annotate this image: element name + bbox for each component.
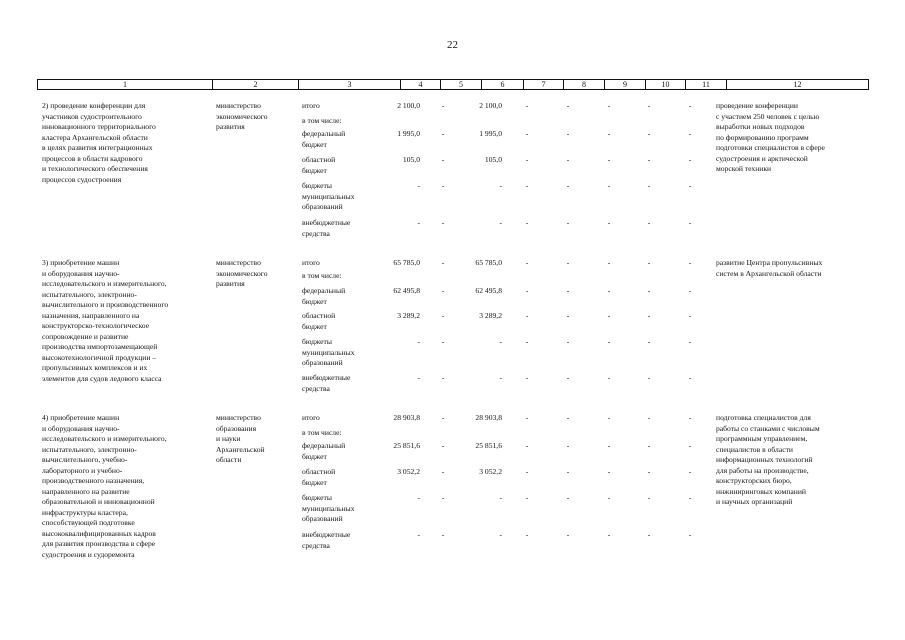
value-col-6: - [499,530,502,539]
header-col-8: 8 [563,80,604,89]
value-col-4: 3 289,2 [397,311,420,320]
value-col-4: 3 052,2 [397,467,420,476]
value-col-11: - [688,286,692,295]
value-col-4: - [417,530,420,539]
funding-source: в том числе: [302,116,342,125]
value-col-7: - [525,258,529,267]
value-col-8: - [566,441,570,450]
value-col-10: - [647,101,651,110]
funding-source: внебюджетные средства [302,218,351,238]
funding-source: бюджеты муниципальных образований [302,337,355,367]
funding-source: внебюджетные средства [302,530,351,550]
value-col-7: - [525,218,529,227]
value-col-9: - [607,286,611,295]
value-col-4: - [417,218,420,227]
value-col-9: - [607,373,611,382]
value-col-10: - [647,493,651,502]
value-col-6: - [499,337,502,346]
value-col-10: - [647,373,651,382]
column-number-header [37,79,869,90]
value-col-6: - [499,373,502,382]
value-col-8: - [566,373,570,382]
measure-executor: министерство образования и науки Архангельской области [216,413,265,464]
value-col-4: - [417,373,420,382]
value-col-9: - [607,155,611,164]
value-col-6: 28 903,8 [475,413,502,422]
value-col-8: - [566,311,570,320]
funding-source: итого [302,413,320,422]
page-number: 22 [447,39,458,51]
value-col-9: - [607,181,611,190]
value-col-6: 3 289,2 [479,311,502,320]
value-col-11: - [688,155,692,164]
value-col-10: - [647,413,651,422]
value-col-7: - [525,467,529,476]
value-col-10: - [647,441,651,450]
value-col-9: - [607,337,611,346]
value-col-9: - [607,218,611,227]
value-col-5: - [441,129,445,138]
value-col-7: - [525,413,529,422]
value-col-8: - [566,181,570,190]
value-col-8: - [566,101,570,110]
value-col-10: - [647,155,651,164]
value-col-7: - [525,286,529,295]
header-col-12: 12 [726,80,868,89]
header-col-7: 7 [523,80,563,89]
value-col-9: - [607,129,611,138]
value-col-9: - [607,493,611,502]
value-col-6: 62 495,8 [475,286,502,295]
value-col-9: - [607,530,611,539]
value-col-6: 2 100,0 [479,101,502,110]
funding-source: федеральный бюджет [302,286,346,306]
value-col-8: - [566,258,570,267]
value-col-8: - [566,337,570,346]
value-col-6: - [499,493,502,502]
value-col-11: - [688,258,692,267]
value-col-5: - [441,493,445,502]
value-col-5: - [441,218,445,227]
value-col-9: - [607,311,611,320]
value-col-5: - [441,101,445,110]
value-col-10: - [647,286,651,295]
value-col-7: - [525,530,529,539]
value-col-8: - [566,155,570,164]
value-col-11: - [688,218,692,227]
value-col-5: - [441,530,445,539]
measure-result: развитие Центра пропульсивных систем в Архангельской области [716,258,823,278]
value-col-5: - [441,181,445,190]
value-col-6: 1 995,0 [479,129,502,138]
value-col-10: - [647,467,651,476]
header-col-2: 2 [212,80,298,89]
value-col-10: - [647,218,651,227]
measure-executor: министерство экономического развития [216,258,268,288]
value-col-5: - [441,286,445,295]
measure-description: 3) приобретение машин и оборудования научно- исследовательского и измерительного, испытательного, электронно- вычислительного и производственного назначения, направленного на конструкторско-технологическое сопровождение и развитие производства импортозамещающей высокотехнологичной продукции – пропульсивных комплексов и их элементов для судов ледового класса [42,258,169,383]
value-col-10: - [647,181,651,190]
funding-source: внебюджетные средства [302,373,351,393]
value-col-8: - [566,493,570,502]
funding-source: итого [302,258,320,267]
value-col-7: - [525,373,529,382]
funding-source: бюджеты муниципальных образований [302,493,355,523]
value-col-9: - [607,467,611,476]
value-col-10: - [647,530,651,539]
value-col-4: - [417,493,420,502]
value-col-11: - [688,493,692,502]
value-col-11: - [688,337,692,346]
value-col-10: - [647,311,651,320]
value-col-5: - [441,441,445,450]
value-col-4: 1 995,0 [397,129,420,138]
value-col-5: - [441,337,445,346]
value-col-6: 65 785,0 [475,258,502,267]
value-col-4: 28 903,8 [393,413,420,422]
value-col-11: - [688,129,692,138]
header-col-3: 3 [298,80,400,89]
header-col-5: 5 [440,80,481,89]
value-col-5: - [441,373,445,382]
value-col-5: - [441,413,445,422]
value-col-8: - [566,218,570,227]
value-col-11: - [688,181,692,190]
value-col-11: - [688,311,692,320]
value-col-4: 65 785,0 [393,258,420,267]
header-col-4: 4 [400,80,440,89]
value-col-4: 62 495,8 [393,286,420,295]
value-col-11: - [688,413,692,422]
funding-source: федеральный бюджет [302,441,346,461]
value-col-7: - [525,493,529,502]
value-col-11: - [688,467,692,476]
value-col-6: 25 851,6 [475,441,502,450]
funding-source: областной бюджет [302,467,336,487]
value-col-6: 3 052,2 [479,467,502,476]
value-col-7: - [525,441,529,450]
value-col-5: - [441,258,445,267]
value-col-5: - [441,311,445,320]
value-col-10: - [647,337,651,346]
value-col-11: - [688,441,692,450]
value-col-6: - [499,181,502,190]
header-col-10: 10 [645,80,685,89]
funding-source: в том числе: [302,428,342,437]
value-col-4: 25 851,6 [393,441,420,450]
funding-source: в том числе: [302,271,342,280]
value-col-7: - [525,337,529,346]
value-col-7: - [525,311,529,320]
value-col-6: - [499,218,502,227]
funding-source: федеральный бюджет [302,129,346,149]
header-col-6: 6 [481,80,523,89]
value-col-8: - [566,129,570,138]
value-col-4: 105,0 [402,155,420,164]
value-col-5: - [441,467,445,476]
value-col-7: - [525,129,529,138]
value-col-7: - [525,155,529,164]
measure-description: 4) приобретение машин и оборудования научно- исследовательского и измерительного, испытательного, электронно- вычислительного, учебно- лабораторного и учебно- производственного назначения, направленного на развитие образовательной и инновационной инфраструктуры кластера, способствующей подготовке высококвалифицированных кадров для развития производства в сфере судостроения и судоремонта [42,413,167,559]
header-col-11: 11 [685,80,726,89]
measure-executor: министерство экономического развития [216,101,268,131]
value-col-7: - [525,181,529,190]
value-col-8: - [566,530,570,539]
measure-result: проведение конференции с участием 250 человек с целью выработки новых подходов по формированию программ подготовки специалистов в сфере судостроения и арктической морской техники [716,101,825,173]
value-col-8: - [566,413,570,422]
value-col-10: - [647,258,651,267]
value-col-8: - [566,286,570,295]
header-col-1: 1 [123,80,127,89]
funding-source: бюджеты муниципальных образований [302,181,355,211]
value-col-10: - [647,129,651,138]
funding-source: областной бюджет [302,155,336,175]
funding-source: итого [302,101,320,110]
value-col-11: - [688,101,692,110]
value-col-11: - [688,373,692,382]
value-col-4: 2 100,0 [397,101,420,110]
value-col-9: - [607,258,611,267]
measure-result: подготовка специалистов для работы со станками с числовым программным управлением, специалистов в области информационных технологий для работы на производстве, конструкторских бюро, инжиниринговых компаний и научных организаций [716,413,820,506]
header-col-9: 9 [604,80,645,89]
value-col-9: - [607,441,611,450]
funding-source: областной бюджет [302,311,336,331]
value-col-7: - [525,101,529,110]
value-col-6: 105,0 [484,155,502,164]
value-col-8: - [566,467,570,476]
value-col-11: - [688,530,692,539]
value-col-9: - [607,101,611,110]
value-col-5: - [441,155,445,164]
value-col-4: - [417,181,420,190]
value-col-9: - [607,413,611,422]
measure-description: 2) проведение конференции для участников судостроительного инновационного территориального кластера Архангельской области в целях развития интеграционных процессов в области кадрового и технологического обеспечения процессов судостроения [42,101,156,184]
value-col-4: - [417,337,420,346]
